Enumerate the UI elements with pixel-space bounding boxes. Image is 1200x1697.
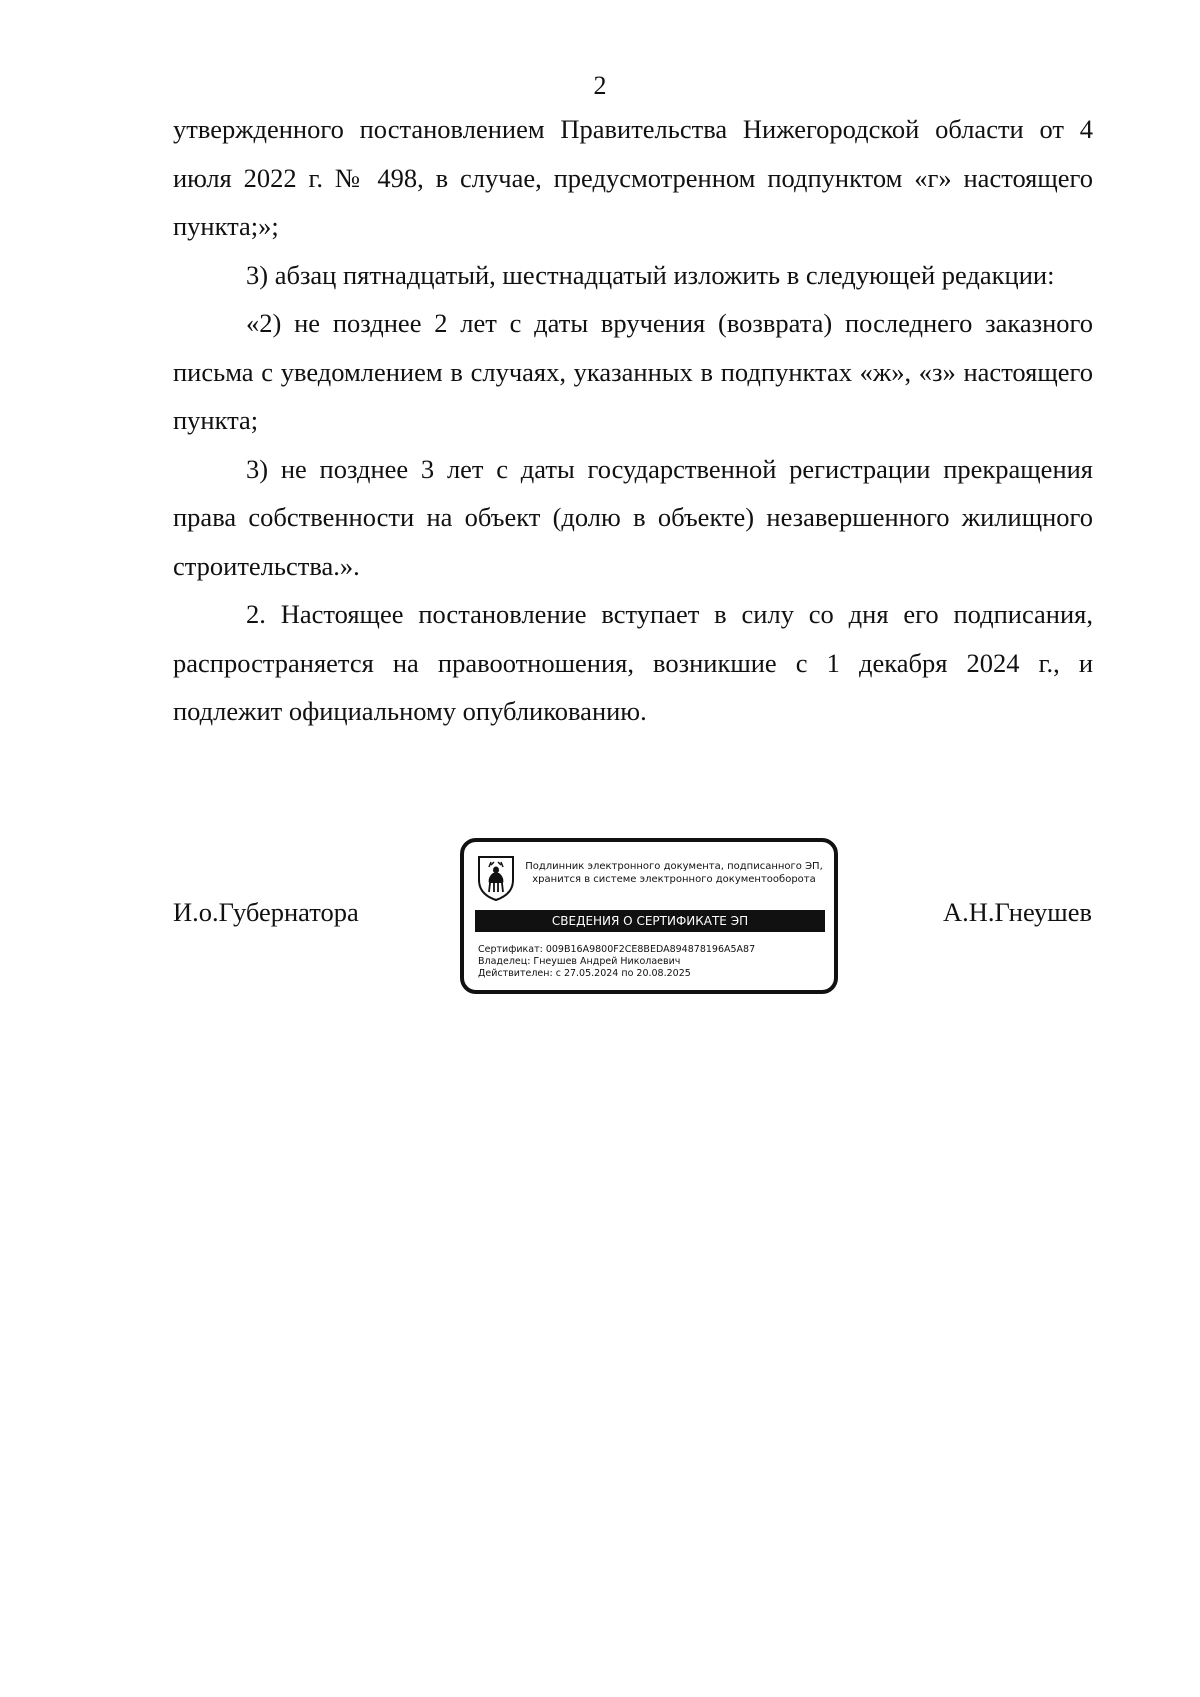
certificate-owner: Владелец: Гнеушев Андрей Николаевич <box>478 956 681 967</box>
paragraph-subitem-3: 3) не позднее 3 лет с даты государственной регистрации прекращения права собственности на объект (долю в объекте) незавершенного жилищного строительства.». <box>173 453 1093 581</box>
paragraph-effective-date: 2. Настоящее постановление вступает в силу со дня его подписания, распространяется на правоотношения, возникшие с 1 декабря 2024 г., и подлежит официальному опубликованию. <box>173 599 1093 726</box>
certificate-validity: Действителен: с 27.05.2024 по 20.08.2025 <box>478 968 691 979</box>
stamp-header <box>524 860 824 886</box>
stamp-header-line-1: Подлинник электронного документа, подписанного ЭП, <box>525 861 823 872</box>
certificate-number: Сертификат: 009B16A9800F2CE8BEDA894878196A5A87 <box>478 944 756 955</box>
document-body <box>173 105 1093 736</box>
signatory-name: А.Н.Гнеушев <box>942 897 1092 927</box>
certificate-details <box>478 944 755 980</box>
paragraph-continuation: утвержденного постановлением Правительства Нижегородской области от 4 июля 2022 г. № 498, в случае, предусмотренном подпунктом «г» настоящего пункта;»; <box>173 114 1093 241</box>
paragraph-subitem-2: «2) не позднее 2 лет с даты вручения (возврата) последнего заказного письма с уведомлением в случаях, указанных в подпунктах «ж», «з» настоящего пункта; <box>173 308 1093 435</box>
certificate-info-title: СВЕДЕНИЯ О СЕРТИФИКАТЕ ЭП <box>475 910 825 932</box>
coat-of-arms-icon <box>476 854 516 902</box>
electronic-signature-stamp <box>460 838 838 994</box>
page-number: 2 <box>593 71 607 100</box>
paragraph-item-3-amendment: 3) абзац пятнадцатый, шестнадцатый изложить в следующей редакции: <box>246 259 1055 290</box>
signatory-position: И.о.Губернатора <box>173 897 359 927</box>
stamp-header-line-2: хранится в системе электронного документооборота <box>532 874 816 885</box>
